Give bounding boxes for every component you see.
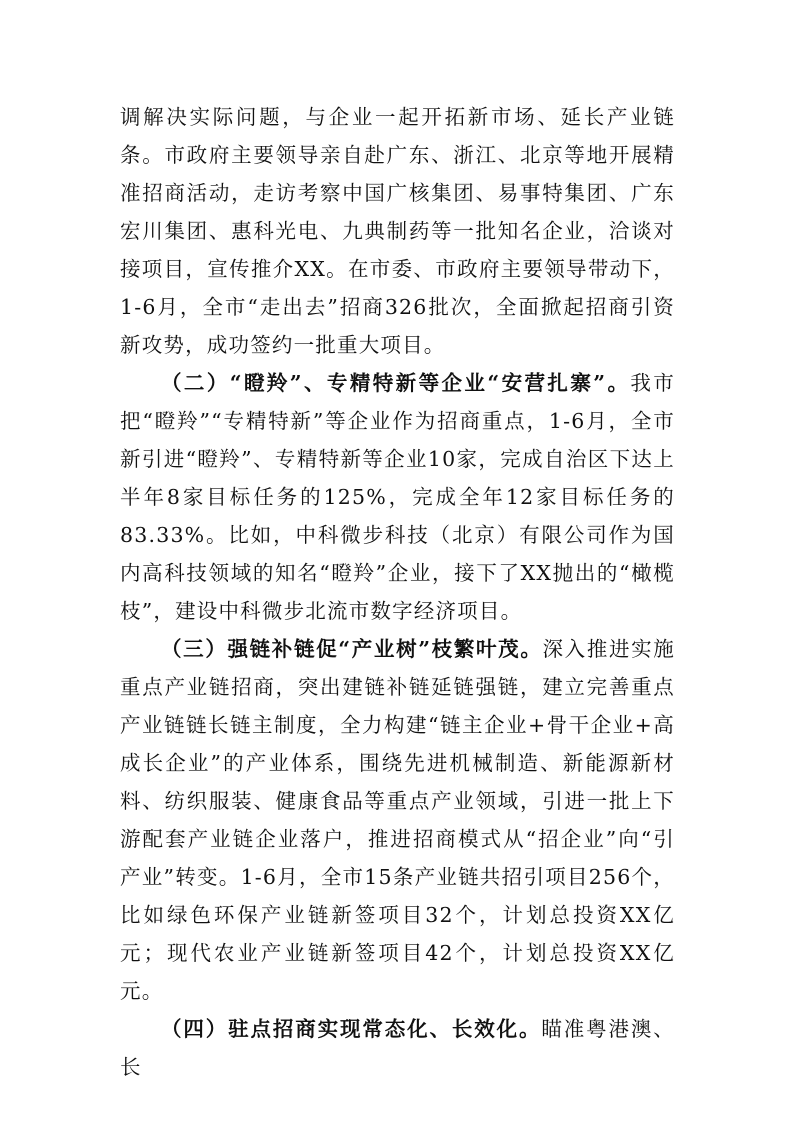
document-body — [120, 98, 675, 1086]
paragraph-section-2 — [120, 364, 675, 630]
paragraph-section-4 — [120, 1010, 675, 1086]
paragraph-text: 调解决实际问题，与企业一起开拓新市场、延长产业链条。市政府主要领导亲自赴广东、浙江、北京等地开展精准招商活动，走访考察中国广核集团、易事特集团、广东宏川集团、惠科光电、九典制药等一批知名企业，洽谈对接项目，宣传推介XX。在市委、市政府主要领导带动下，1-6月，全市“走出去”招商326批次，全面掀起招商引资新攻势，成功签约一批重大项目。 — [120, 105, 675, 357]
paragraph-section-3 — [120, 630, 675, 1010]
section-heading: （三）强链补链促“产业树”枝繁叶茂。 — [161, 637, 543, 661]
paragraph-text: 我市把“瞪羚”“专精特新”等企业作为招商重点，1-6月，全市新引进“瞪羚”、专精特新等企业10家，完成自治区下达上半年8家目标任务的125%，完成全年12家目标任务的83.33%。比如，中科微步科技（北京）有限公司作为国内高科技领域的知名“瞪羚”企业，接下了XX抛出的“橄榄枝”，建设中科微步北流市数字经济项目。 — [120, 371, 675, 623]
section-heading: （四）驻点招商实现常态化、长效化。 — [161, 1017, 542, 1041]
paragraph-continuation — [120, 98, 675, 364]
paragraph-text: 瞄准粤港澳、长 — [120, 1017, 675, 1079]
section-heading: （二）“瞪羚”、专精特新等企业“安营扎寨”。 — [161, 371, 631, 395]
paragraph-text: 深入推进实施重点产业链招商，突出建链补链延链强链，建立完善重点产业链链长链主制度，全力构建“链主企业+骨干企业+高成长企业”的产业体系，围绕先进机械制造、新能源新材料、纺织服装、健康食品等重点产业领域，引进一批上下游配套产业链企业落户，推进招商模式从“招企业”向“引产业”转变。1-6月，全市15条产业链共招引项目256个，比如绿色环保产业链新签项目32个，计划总投资XX亿元；现代农业产业链新签项目42个，计划总投资XX亿元。 — [120, 637, 676, 1003]
